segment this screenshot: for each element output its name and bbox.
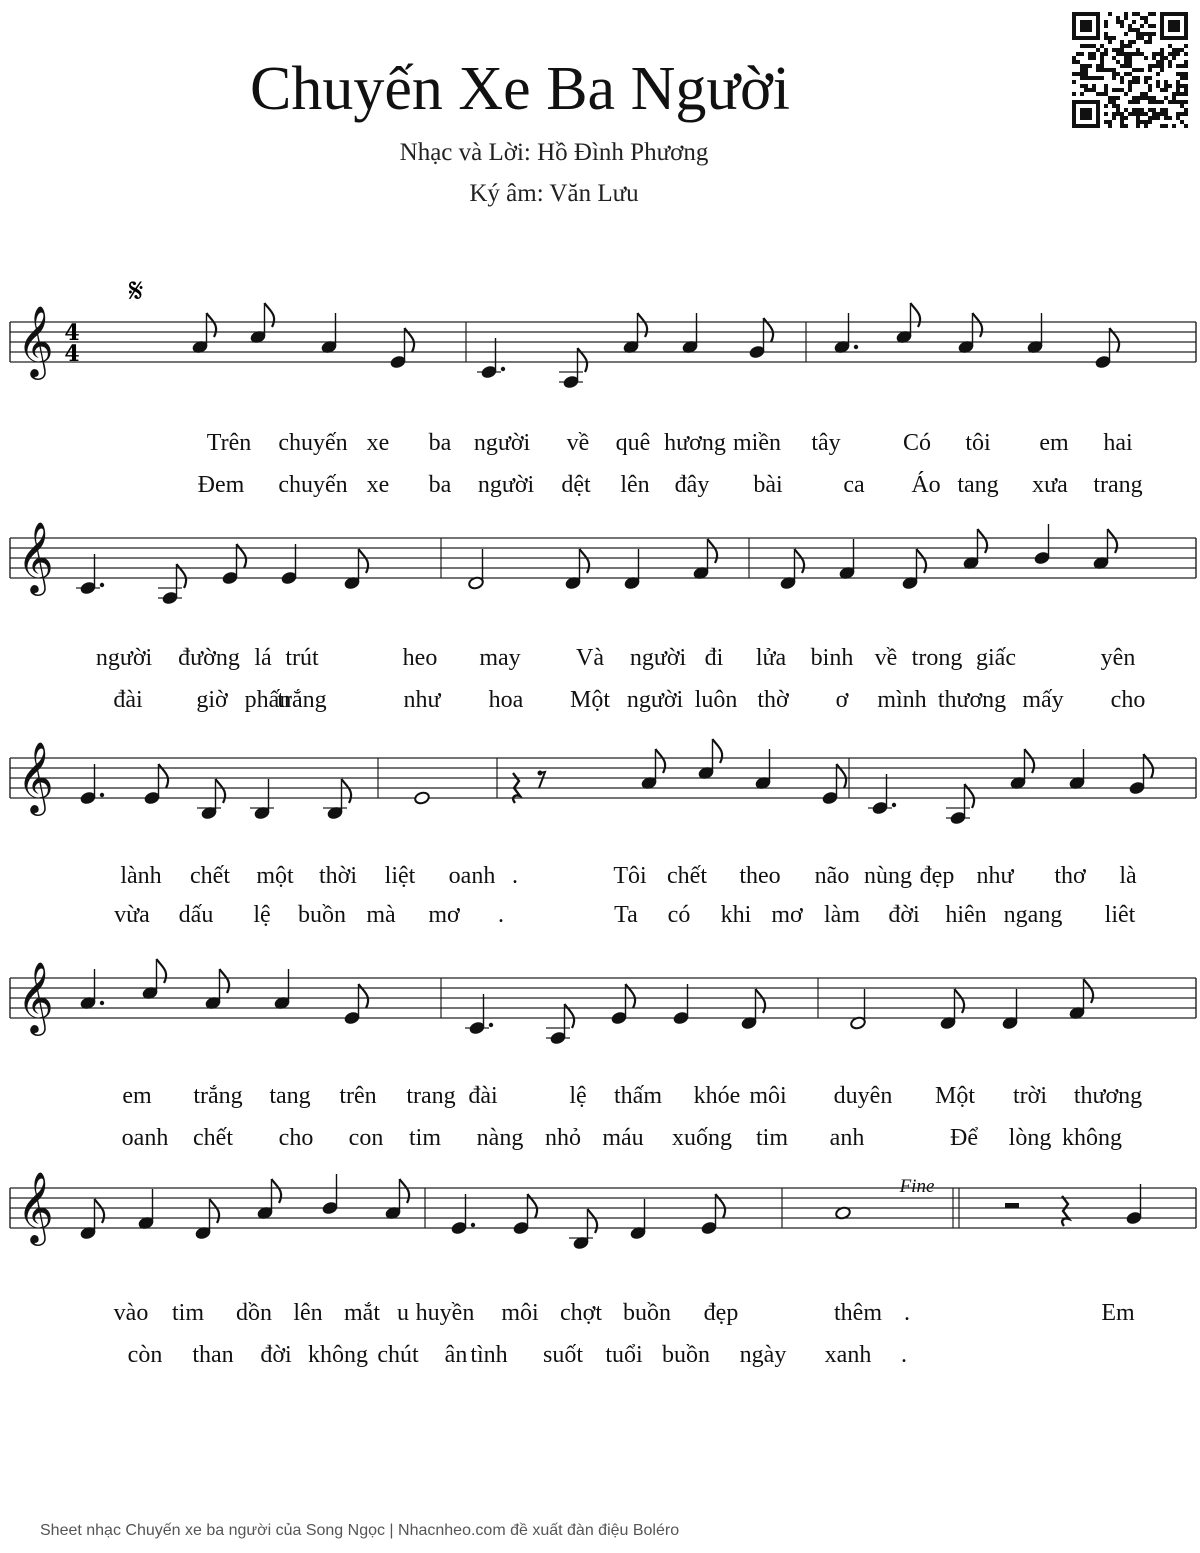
lyric-syllable: lệ [569,1083,587,1109]
note-flag [973,313,983,337]
lyric-syllable: Có [902,430,932,456]
lyric-line [0,1123,1200,1153]
lyric-syllable: oanh [121,1125,169,1151]
note-flag [216,779,226,803]
lyric-syllable: xuống [672,1125,732,1151]
lyric-syllable: môi [749,1083,787,1109]
lyric-line [0,643,1200,673]
lyric-syllable: mình [877,687,927,713]
lyric-syllable: cho [278,1125,314,1151]
lyric-syllable: tây [811,430,841,456]
treble-clef: 𝄞 [17,960,54,1033]
lyric-syllable: lửa [755,645,787,671]
lyric-syllable: binh [810,645,854,671]
lyric-syllable: tim [755,1125,789,1151]
note-flag [978,529,988,553]
lyric-syllable: hai [1103,430,1133,456]
lyric-syllable: con [348,1125,384,1151]
lyric-syllable: Áo [911,472,941,498]
lyric-syllable: nhỏ [545,1125,581,1151]
lyric-syllable: Trên [206,430,252,456]
lyric-syllable: mà [366,902,396,928]
dot [489,1023,493,1027]
note-flag [1084,979,1094,1003]
lyric-syllable: môi [501,1300,539,1326]
lyric-syllable: suốt [542,1342,584,1368]
lyric-syllable: Một [569,687,611,713]
lyric-syllable: tang [269,1083,311,1109]
lyric-syllable: bài [753,472,783,498]
lyric-syllable: người [626,687,684,713]
dot [100,1001,104,1005]
lyric-syllable: mơ [771,902,803,928]
lyric-syllable: lên [620,472,650,498]
lyric-syllable: dấu [178,902,214,928]
lyric-syllable: chết [190,863,230,889]
lyric-syllable: than [192,1342,234,1368]
lyric-syllable: yên [1100,645,1136,671]
note-flag [207,313,217,337]
lyric-syllable: có [667,902,691,928]
lyric-syllable: Một [934,1083,976,1109]
note-flag [756,989,766,1013]
treble-clef: 𝄞 [17,740,54,813]
lyric-syllable: về [874,645,898,671]
lyric-syllable: mắt [344,1300,380,1326]
lyric-syllable: vào [113,1300,149,1326]
note-flag [795,549,805,573]
note-flag [220,969,230,993]
time-signature-top: 4 [64,320,80,346]
lyric-syllable: đẹp [919,863,955,889]
lyric-syllable: làm [824,902,860,928]
lyric-line [0,1298,1200,1328]
lyric-syllable: em [122,1083,152,1109]
lyric-syllable: liệt [384,863,416,889]
note-flag [210,1199,220,1223]
lyric-line [0,861,1200,891]
time-signature-bottom: 4 [64,341,80,367]
lyric-syllable: chút [377,1342,419,1368]
lyric-syllable: giấc [976,645,1016,671]
note-flag [708,539,718,563]
lyric-syllable: trong [911,645,963,671]
note-head [414,791,431,805]
lyric-syllable: nùng [864,863,912,889]
lyric-line [0,1340,1200,1370]
lyric-line [0,900,1200,930]
lyric-syllable: nàng [476,1125,524,1151]
lyric-syllable: ba [428,430,452,456]
lyric-syllable: may [479,645,521,671]
note-flag [638,313,648,337]
lyric-syllable: đây [674,472,710,498]
treble-clef: 𝄞 [17,1170,54,1243]
lyric-syllable: tim [408,1125,442,1151]
lyric-syllable: còn [127,1342,163,1368]
lyric-syllable: xe [366,472,390,498]
lyric-syllable: chết [193,1125,233,1151]
lyric-syllable: . [904,1300,910,1326]
lyric-syllable: thương [937,687,1007,713]
note-flag [588,1209,598,1233]
lyric-syllable: khi [720,902,752,928]
lyric-syllable: chuyến [278,430,348,456]
lyric-syllable: lệ [253,902,271,928]
lyric-syllable: trên [339,1083,377,1109]
lyric-syllable: buồn [298,902,346,928]
note-flag [400,1179,410,1203]
lyric-syllable: thờ [757,687,789,713]
lyric-syllable: người [473,430,531,456]
lyric-syllable: chuyến [278,472,348,498]
lyric-syllable: Em [1101,1300,1135,1326]
note-flag [265,303,275,327]
lyric-syllable: huyền [415,1300,475,1326]
lyric-syllable: không [308,1342,368,1368]
song-title: Chuyến Xe Ba Người [250,55,790,123]
note-flag [580,549,590,573]
lyric-syllable: lên [293,1300,323,1326]
lyric-syllable: về [566,430,590,456]
lyric-syllable: Để [950,1125,978,1151]
note-flag [656,749,666,773]
lyric-syllable: hương [664,430,726,456]
lyric-syllable: oanh [448,863,496,889]
lyric-syllable: tình [470,1342,508,1368]
lyric-syllable: duyên [833,1083,893,1109]
lyric-syllable: thấm [614,1083,662,1109]
lyric-syllable: như [976,863,1014,889]
lyric-syllable: đẹp [703,1300,739,1326]
note-flag [157,959,167,983]
lyric-syllable: u [397,1300,409,1326]
lyric-syllable: chợt [559,1300,603,1326]
lyric-syllable: Ta [614,902,638,928]
lyric-syllable: miền [733,430,781,456]
lyric-line [0,1081,1200,1111]
dot [892,803,896,807]
lyric-syllable: mấy [1022,687,1064,713]
note-flag [1108,529,1118,553]
lyric-syllable: đường [178,645,240,671]
lyric-syllable: Đem [197,472,245,498]
lyric-syllable: đài [113,687,143,713]
lyric-syllable: người [629,645,687,671]
lyric-syllable: trang [1093,472,1143,498]
lyric-syllable: thơ [1054,863,1086,889]
lyric-syllable: phấn [244,687,292,713]
lyric-syllable: trắng [193,1083,243,1109]
half-rest [1005,1203,1019,1208]
lyric-line [0,685,1200,715]
lyric-line [0,428,1200,458]
lyric-syllable: xe [366,430,390,456]
note-flag [359,549,369,573]
lyric-syllable: buồn [623,1300,671,1326]
lyric-syllable: theo [739,863,781,889]
lyric-syllable: đi [704,645,724,671]
composer-credit: Nhạc và Lời: Hồ Đình Phương [399,139,709,166]
note-flag [917,549,927,573]
dot [854,345,858,349]
lyric-syllable: mơ [428,902,460,928]
segno-sign: 𝄋 [128,271,144,311]
dot [501,367,505,371]
note-flag [713,739,723,763]
lyric-syllable: Và [576,645,604,671]
lyric-syllable: xanh [824,1342,872,1368]
lyric-syllable: buồn [662,1342,710,1368]
lyric-syllable: luôn [694,687,738,713]
note-flag [911,303,921,327]
lyric-syllable: heo [402,645,438,671]
lyric-syllable: máu [602,1125,644,1151]
transcriber-credit: Ký âm: Văn Lưu [469,180,639,207]
lyric-syllable: cho [1110,687,1146,713]
lyric-syllable: trời [1012,1083,1048,1109]
lyric-syllable: ngày [739,1342,787,1368]
lyric-syllable: là [1119,863,1137,889]
note-flag [272,1179,282,1203]
dot [471,1223,475,1227]
note-flag [342,779,352,803]
treble-clef: 𝄞 [17,520,54,593]
lyric-syllable: . [498,902,504,928]
note-flag [1025,749,1035,773]
quarter-rest [1062,1196,1069,1226]
lyric-syllable: hiên [945,902,987,928]
lyric-syllable: đài [468,1083,498,1109]
lyric-syllable: vừa [114,902,150,928]
lyric-syllable: người [95,645,153,671]
lyric-syllable: giờ [196,687,228,713]
lyric-syllable: . [901,1342,907,1368]
lyric-syllable: em [1039,430,1069,456]
lyric-syllable: tim [171,1300,205,1326]
lyric-syllable: dệt [561,472,591,498]
dot [100,793,104,797]
lyric-syllable: thêm [834,1300,882,1326]
footer-credit: Sheet nhạc Chuyến xe ba người của Song Ngọc | Nhacnheo.com đề xuất đàn điệu Boléro [40,1522,680,1539]
dot [100,583,104,587]
lyric-syllable: trút [285,645,319,671]
lyric-syllable: hoa [488,687,524,713]
eighth-rest-dot [538,771,543,776]
lyric-syllable: tuổi [605,1342,643,1368]
lyric-syllable: não [814,863,850,889]
lyric-syllable: không [1062,1125,1122,1151]
lyric-syllable: xưa [1032,472,1068,498]
lyric-syllable: ca [843,472,865,498]
lyric-syllable: một [256,863,294,889]
note-flag [955,989,965,1013]
lyric-syllable: như [403,687,441,713]
qr-code [1072,12,1188,128]
lyric-syllable: thương [1073,1083,1143,1109]
lyric-line [0,470,1200,500]
lyric-syllable: Tôi [613,863,647,889]
fine-marking: Fine [899,1176,935,1197]
lyric-syllable: ơ [835,687,849,713]
lyric-syllable: lành [120,863,162,889]
lyric-syllable: chết [667,863,707,889]
lyric-syllable: tang [957,472,999,498]
lyric-syllable: khóe [693,1083,741,1109]
treble-clef: 𝄞 [17,304,54,377]
lyric-syllable: anh [829,1125,865,1151]
lyric-syllable: người [477,472,535,498]
lyric-syllable: lá [254,645,272,671]
lyric-syllable: thời [318,863,358,889]
lyric-syllable: trắng [277,687,327,713]
lyric-syllable: quê [615,430,651,456]
lyric-syllable: ba [428,472,452,498]
lyric-syllable: ngang [1003,902,1063,928]
lyric-syllable: đời [260,1342,292,1368]
lyric-syllable: tôi [965,430,991,456]
lyric-syllable: trang [406,1083,456,1109]
note-flag [95,1199,105,1223]
lyric-syllable: lòng [1008,1125,1052,1151]
lyric-syllable: ân [444,1342,468,1368]
lyric-syllable: dồn [236,1300,272,1326]
lyric-syllable: đời [888,902,920,928]
lyric-syllable: . [512,863,518,889]
lyric-syllable: liêt [1104,902,1136,928]
